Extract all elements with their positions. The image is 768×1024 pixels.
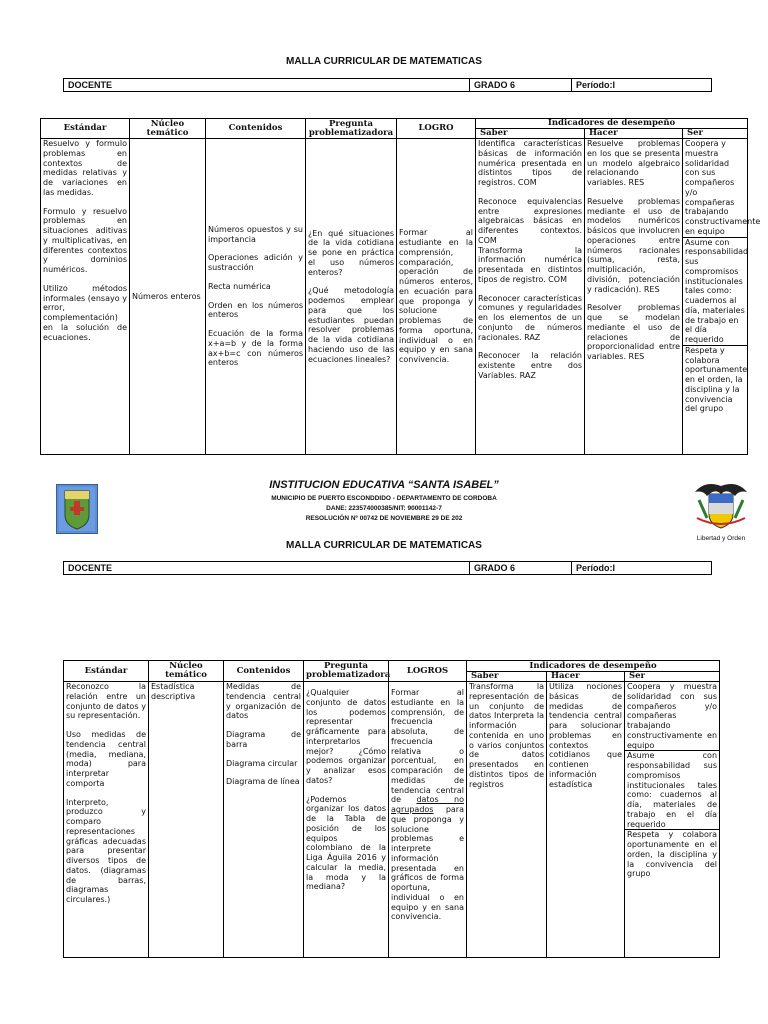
colombia-coat-of-arms xyxy=(691,478,751,542)
ser-item: Coopera y muestra solidaridad con sus compañeros y/o compañeras trabajando constructivamente en equipo xyxy=(685,139,761,236)
hacer-item: Resuelve problemas en los que se presenta un modelo algebraico relacionando variables. RES xyxy=(587,139,680,187)
ser-cell xyxy=(683,139,761,455)
docente-label: DOCENTE xyxy=(64,79,470,92)
estandar-cell xyxy=(41,139,130,455)
header-ser: Ser xyxy=(625,672,720,682)
saber-item: Identifica características básicas de información numérica presentada en distintos tipos de registros. COM xyxy=(478,139,582,187)
header-hacer: Hacer xyxy=(585,129,683,139)
estandar-item: Uso medidas de tendencia central (media, mediana, moda) para interpretar comporta xyxy=(66,730,146,788)
estandar-item: Formulo y resuelvo problemas en situaciones aditivas y multiplicativas, en diferentes contextos y dominios numéricos. xyxy=(43,206,127,274)
saber-cell xyxy=(467,682,547,958)
nucleo-text: Estadística descriptiva xyxy=(151,682,196,701)
saber-item: Reconocer la relación existente entre dos Variables. RAZ xyxy=(478,351,582,380)
header-logros: LOGROS xyxy=(389,661,467,682)
pregunta-cell xyxy=(304,682,389,958)
pregunta-item: ¿En qué situaciones de la vida cotidiana se pone en práctica el uso números enteros? xyxy=(308,228,394,277)
institution-name: INSTITUCION EDUCATIVA “SANTA ISABEL” xyxy=(269,479,499,491)
nucleo-cell xyxy=(130,139,206,455)
institution-dane-nit: DANE: 223574000385/NIT: 90001142-7 xyxy=(326,504,442,512)
hacer-item: Resolver problemas que se modelan mediante el uso de relaciones de proporcionalidad entre variables. RES xyxy=(587,303,680,361)
contenido-item: Medidas de tendencia central y organización de datos xyxy=(226,682,301,721)
estandar-item: Interpreto, produzco y comparo representaciones gráficas adecuadas para presentar diversos tipos de datos. (diagramas de barras, diagramas circulares.) xyxy=(66,797,146,904)
document-title-2: MALLA CURRICULAR DE MATEMATICAS xyxy=(286,540,482,551)
saber-text: Transforma la representación de un conjunto de datos Interpreta la información contenida en uno o varios conjuntos de datos presentados en distintos tipos de registros xyxy=(469,682,544,789)
logro-text-b: para que proponga y solucione problemas e interprete información presentada en gráficos de forma oportuna, individual o en equipo y en sana convivencia. xyxy=(391,805,464,922)
saber-item: Reconoce equivalencias entre expresiones algebraicas básicas en diferentes contextos. COM xyxy=(478,196,582,245)
pregunta-item: ¿Qué metodología podemos emplear para que los estudiantes puedan resolver problemas de la vida cotidiana haciendo uso de las ecuaciones lineales? xyxy=(308,286,394,364)
emblem-caption: Libertad y Orden xyxy=(696,534,746,542)
hacer-text: Utiliza nociones básicas de medidas de tendencia central para solucionar problemas en contextos cotidianos que contienen información estadística xyxy=(549,682,622,789)
curriculum-table-2 xyxy=(63,660,720,958)
contenido-item: Números opuestos y su importancia xyxy=(208,224,303,244)
estandar-item: Utilizo métodos informales (ensayo y error, complementación) en la solución de ecuaciones. xyxy=(43,283,127,342)
institution-location: MUNICIPIO DE PUERTO ESCONDDIDO - DEPARTAMENTO DE CORDOBA xyxy=(271,495,497,503)
pregunta-item: ¿Qualquier conjunto de datos los podemos representar gráficamente para interpretarlos mejor? ¿Cómo podemos organizar y analizar esos datos? xyxy=(306,688,386,785)
coat-of-arms-icon xyxy=(691,478,751,532)
pregunta-cell xyxy=(306,139,397,455)
header-indicadores: Indicadores de desempeño xyxy=(467,661,720,672)
institution-resolution: RESOLUCIÓN Nº 00742 DE NOVIEMBRE 29 DE 202 xyxy=(305,514,463,522)
institution-header xyxy=(0,479,768,523)
header-pregunta: Pregunta problematizadora xyxy=(304,661,389,682)
contenido-item: Ecuación de la forma x+a=b y de la forma ax+b=c con números enteros xyxy=(208,329,303,368)
contenidos-cell xyxy=(206,139,306,455)
header-estandar: Estándar xyxy=(41,119,130,139)
header-estandar: Estándar xyxy=(64,661,149,682)
logros-cell xyxy=(389,682,467,958)
ser-item: Coopera y muestra solidaridad con sus compañeros y/o compañeras trabajando constructivamente en equipo xyxy=(627,682,718,750)
logro-text-a: Formar al estudiante en la comprensión, de frecuencia absoluta, de frecuencia relativa o porcentual, en comparación de medidas de tendencia central de xyxy=(391,688,464,805)
contenido-item: Orden en los números enteros xyxy=(208,300,303,320)
estandar-item: Reconozco la relación entre un conjunto de datos y su representación. xyxy=(66,682,146,721)
header-contenidos: Contenidos xyxy=(224,661,304,682)
contenido-item: Diagrama de línea xyxy=(226,777,300,787)
hacer-cell xyxy=(547,682,625,958)
header-nucleo: Núcleo temático xyxy=(149,661,224,682)
grado-label: GRADO 6 xyxy=(470,79,572,92)
header-nucleo: Núcleo temático xyxy=(130,119,206,139)
docente-row-2 xyxy=(63,561,712,575)
contenido-item: Operaciones adición y sustracción xyxy=(208,253,303,273)
header-ser: Ser xyxy=(683,129,748,139)
logro-text: Formar al estudiante en la comprensión, comparación, operación de números enteros, en ecuación para que proponga y solucione problemas de forma oportuna, individual o en equipo y en sana convivencia. xyxy=(399,228,473,364)
saber-cell xyxy=(476,139,585,455)
header-pregunta: Pregunta problematizadora xyxy=(306,119,397,139)
grado-label: GRADO 6 xyxy=(470,562,572,575)
contenido-item: Recta numérica xyxy=(208,281,271,291)
header-indicadores: Indicadores de desempeño xyxy=(476,119,748,129)
ser-cell xyxy=(625,682,720,958)
ser-item: Respeta y colabora oportunamente en el orden, la disciplina y la convivencia del grupo xyxy=(685,345,748,414)
header-saber: Saber xyxy=(476,129,585,139)
periodo-label: Período:I xyxy=(572,79,712,92)
contenido-item: Diagrama circular xyxy=(226,758,298,768)
contenidos-cell xyxy=(224,682,304,958)
header-saber: Saber xyxy=(467,672,547,682)
logro-cell xyxy=(397,139,476,455)
document-title: MALLA CURRICULAR DE MATEMATICAS xyxy=(286,56,482,67)
logro-text-underlined: datos no agrupados xyxy=(391,795,465,814)
docente-row xyxy=(63,78,712,92)
hacer-item: Resuelve problemas mediante el uso de modelos numéricos básicos que involucren operaciones entre números racionales (suma, resta, multiplicación, división, potenciación y radicación). RES xyxy=(587,196,680,294)
saber-item: Transforma la información numérica presentada en distintos tipos de registro. COM xyxy=(478,245,582,284)
periodo-label: Período:I xyxy=(572,562,712,575)
hacer-cell xyxy=(585,139,683,455)
docente-label: DOCENTE xyxy=(64,562,470,575)
curriculum-table-1 xyxy=(40,118,761,455)
estandar-item: Resuelvo y formulo problemas en contextos de medidas relativas y de variaciones en las medidas. xyxy=(43,139,127,197)
header-logro: LOGRO xyxy=(397,119,476,139)
estandar-cell xyxy=(64,682,149,958)
saber-item: Reconocer características comunes y regularidades en los elementos de un conjunto de números racionales. RAZ xyxy=(478,293,582,342)
pregunta-item: ¿Podemos organizar los datos de la Tabla de posición de los equipos colombiano de la Liga Águila 2016 y calcular la media, la moda y la mediana? xyxy=(306,794,386,892)
nucleo-text: Números enteros xyxy=(132,291,201,301)
ser-item: Respeta y colabora oportunamente en el orden, la disciplina y la convivencia del grupo xyxy=(627,830,718,879)
ser-item: Asume con responsabilidad sus compromisos institucionales tales como: cuadernos al día, materiales de trabajo en el día requerido xyxy=(627,751,718,829)
contenido-item: Diagrama de barra xyxy=(226,730,301,749)
nucleo-cell xyxy=(149,682,224,958)
header-hacer: Hacer xyxy=(547,672,625,682)
ser-item: Asume con responsabilidad sus compromisos institucionales tales como: cuadernos al día, materiales de trabajo en el día requerido xyxy=(685,237,749,344)
header-contenidos: Contenidos xyxy=(206,119,306,139)
